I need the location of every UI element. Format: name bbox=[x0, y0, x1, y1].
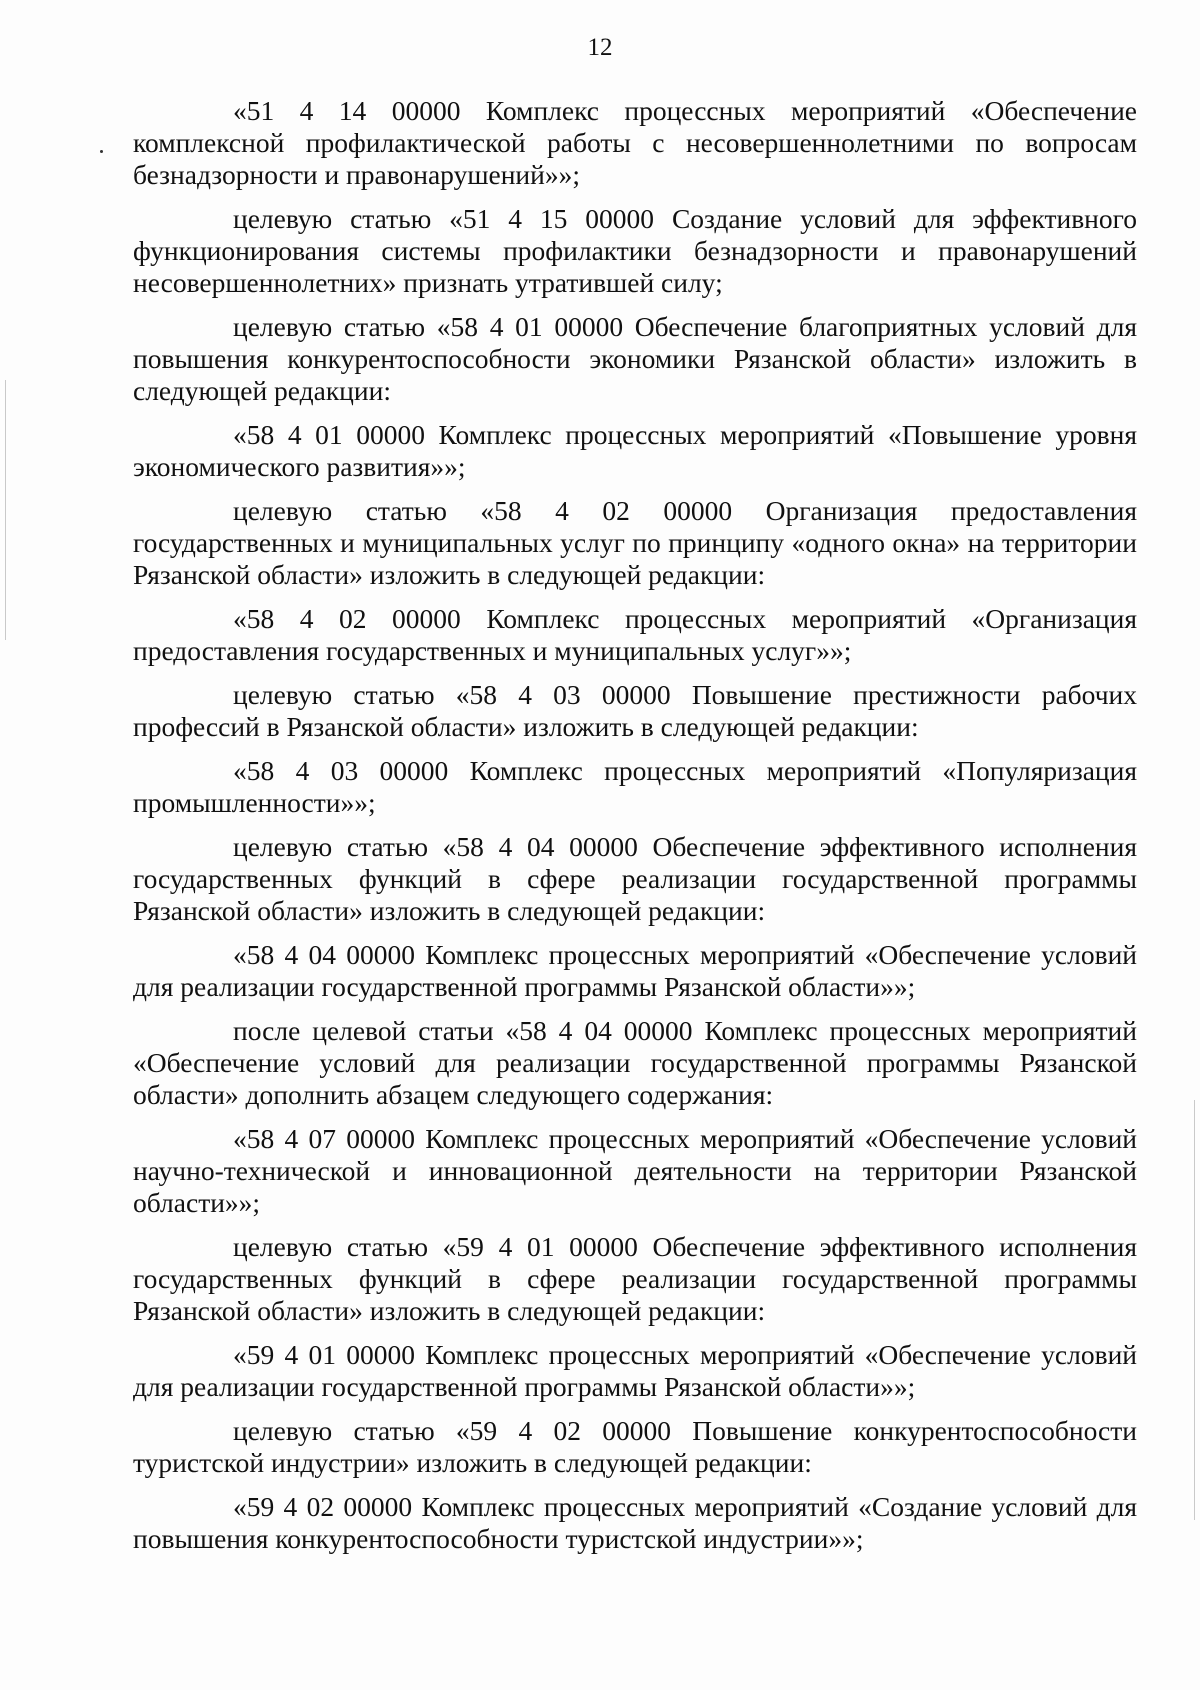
paragraph: «58 4 07 00000 Комплекс процессных мероприятий «Обеспечение условий научно-технической и инновационной деятельности на территории Рязанской области»»; bbox=[133, 1123, 1137, 1218]
document-body bbox=[133, 95, 1137, 1567]
scan-speck bbox=[100, 150, 103, 153]
paragraph: целевую статью «59 4 02 00000 Повышение конкурентоспособности туристской индустрии» изложить в следующей редакции: bbox=[133, 1415, 1137, 1478]
paragraph: «59 4 01 00000 Комплекс процессных мероприятий «Обеспечение условий для реализации государственной программы Рязанской области»»; bbox=[133, 1339, 1137, 1402]
paragraph: целевую статью «58 4 02 00000 Организация предоставления государственных и муниципальных услуг по принципу «одного окна» на территории Рязанской области» изложить в следующей редакции: bbox=[133, 495, 1137, 590]
page-number: 12 bbox=[587, 34, 613, 61]
paragraph: «58 4 04 00000 Комплекс процессных мероприятий «Обеспечение условий для реализации государственной программы Рязанской области»»; bbox=[133, 939, 1137, 1002]
paragraph: «58 4 03 00000 Комплекс процессных мероприятий «Популяризация промышленности»»; bbox=[133, 755, 1137, 818]
paragraph: «58 4 01 00000 Комплекс процессных мероприятий «Повышение уровня экономического развития»»; bbox=[133, 419, 1137, 482]
paragraph: «58 4 02 00000 Комплекс процессных мероприятий «Организация предоставления государственных и муниципальных услуг»»; bbox=[133, 603, 1137, 666]
paragraph: целевую статью «51 4 15 00000 Создание условий для эффективного функционирования системы профилактики безнадзорности и правонарушений несовершеннолетних» признать утратившей силу; bbox=[133, 203, 1137, 298]
scan-edge-right bbox=[1194, 1100, 1195, 1520]
paragraph: целевую статью «58 4 04 00000 Обеспечение эффективного исполнения государственных функций в сфере реализации государственной программы Рязанской области» изложить в следующей редакции: bbox=[133, 831, 1137, 926]
paragraph: целевую статью «59 4 01 00000 Обеспечение эффективного исполнения государственных функций в сфере реализации государственной программы Рязанской области» изложить в следующей редакции: bbox=[133, 1231, 1137, 1326]
paragraph: «59 4 02 00000 Комплекс процессных мероприятий «Создание условий для повышения конкурентоспособности туристской индустрии»»; bbox=[133, 1491, 1137, 1554]
paragraph: целевую статью «58 4 03 00000 Повышение престижности рабочих профессий в Рязанской области» изложить в следующей редакции: bbox=[133, 679, 1137, 742]
paragraph: целевую статью «58 4 01 00000 Обеспечение благоприятных условий для повышения конкурентоспособности экономики Рязанской области» изложить в следующей редакции: bbox=[133, 311, 1137, 406]
paragraph: «51 4 14 00000 Комплекс процессных мероприятий «Обеспечение комплексной профилактической работы с несовершеннолетними по вопросам безнадзорности и правонарушений»»; bbox=[133, 95, 1137, 190]
paragraph: после целевой статьи «58 4 04 00000 Комплекс процессных мероприятий «Обеспечение условий для реализации государственной программы Рязанской области» дополнить абзацем следующего содержания: bbox=[133, 1015, 1137, 1110]
scan-edge-left bbox=[5, 380, 6, 640]
